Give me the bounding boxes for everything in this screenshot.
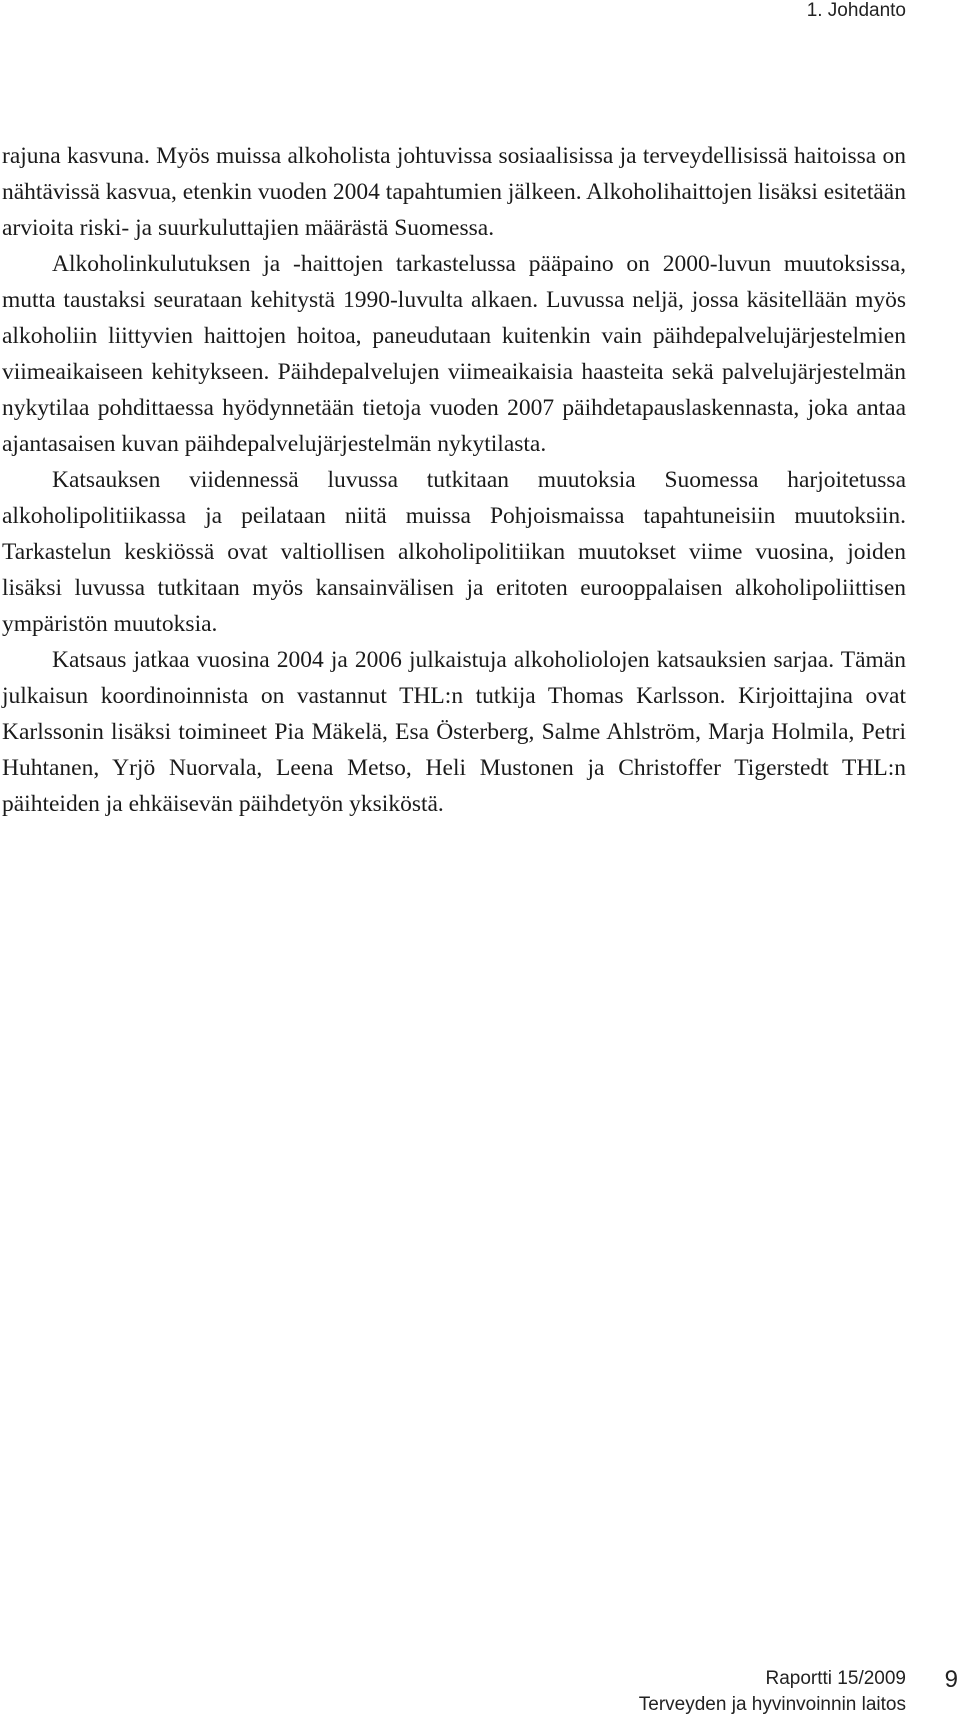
footer-report-id: Raportti 15/2009: [765, 1668, 906, 1689]
paragraph: Alkoholinkulutuksen ja -haittojen tarkastelussa pääpaino on 2000-luvun muutoksissa, mutta taustaksi seurataan kehitystä 1990-luvulta alkaen. Luvussa neljä, jossa käsitellään myös alkoholiin liittyvien haittojen hoitoa, paneudutaan kuitenkin vain päihdepalvelujärjestelmien viimeaikaiseen kehitykseen. Päihdepalvelujen viimeaikaisia haasteita sekä palvelujärjestelmän nykytilaa pohdittaessa hyödynnetään tietoja vuoden 2007 päihdetapauslaskennasta, joka antaa ajantasaisen kuvan päihdepalvelujärjestelmän nykytilasta.: [2, 251, 906, 457]
page-footer: [639, 1666, 906, 1718]
footer-publisher: Terveyden ja hyvinvoinnin laitos: [638, 1694, 906, 1715]
paragraph: Katsauksen viidennessä luvussa tutkitaan muutoksia Suomessa harjoitetussa alkoholipolitiikassa ja peilataan niitä muissa Pohjoismaissa tapahtuneisiin muutoksiin. Tarkastelun keskiössä ovat valtiollisen alkoholipolitiikan muutokset viime vuosina, joiden lisäksi luvussa tutkitaan myös kansainvälisen ja eritoten eurooppalaisen alkoholipoliittisen ympäristön muutoksia.: [2, 467, 906, 637]
page-number: 9: [944, 1666, 958, 1693]
body-text: [2, 138, 906, 822]
running-header-chapter: 1. Johdanto: [806, 0, 906, 21]
paragraph-continuation: rajuna kasvuna. Myös muissa alkoholista johtuvissa sosiaalisissa ja terveydellisissä haitoissa on nähtävissä kasvua, etenkin vuoden 2004 tapahtumien jälkeen. Alkoholihaittojen lisäksi esitetään arvioita riski- ja suurkuluttajien määrästä Suomessa.: [2, 143, 906, 241]
paragraph: Katsaus jatkaa vuosina 2004 ja 2006 julkaistuja alkoholiolojen katsauksien sarjaa. Tämän julkaisun koordinoinnista on vastannut THL:n tutkija Thomas Karlsson. Kirjoittajina ovat Karlssonin lisäksi toimineet Pia Mäkelä, Esa Österberg, Salme Ahlström, Marja Holmila, Petri Huhtanen, Yrjö Nuorvala, Leena Metso, Heli Mustonen ja Christoffer Tigerstedt THL:n päihteiden ja ehkäisevän päihdetyön yksiköstä.: [2, 647, 906, 817]
